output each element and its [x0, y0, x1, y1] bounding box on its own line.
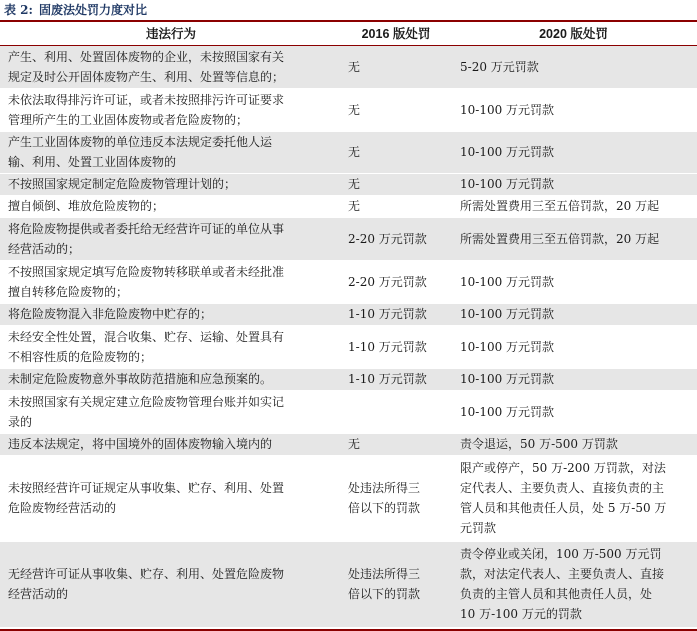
penalty-2016-cell: 无	[342, 131, 450, 173]
behavior-cell: 擅自倾倒、堆放危险废物的；	[0, 195, 342, 217]
comparison-table	[0, 22, 697, 628]
table-row	[0, 325, 697, 368]
header-row	[0, 22, 697, 45]
penalty-2020-cell: 所需处置费用三至五倍罚款，20 万起	[450, 195, 697, 217]
table-row	[0, 433, 697, 455]
behavior-cell: 未依法取得排污许可证，或者未按照排污许可证要求 管理所产生的工业固体废物或者危险废物的；	[0, 88, 342, 131]
header-2020: 2020 版处罚	[450, 22, 697, 45]
penalty-2020-cell: 所需处置费用三至五倍罚款，20 万起	[450, 217, 697, 260]
penalty-2020-cell: 责令退运，50 万-500 万罚款	[450, 433, 697, 455]
behavior-cell: 未经安全性处置，混合收集、贮存、运输、处置具有 不相容性质的危险废物的；	[0, 325, 342, 368]
table-caption	[4, 1, 147, 19]
behavior-cell: 不按照国家规定填写危险废物转移联单或者未经批准 擅自转移危险废物的；	[0, 260, 342, 303]
table-row	[0, 217, 697, 260]
table-row	[0, 131, 697, 173]
behavior-cell: 产生工业固体废物的单位违反本法规定委托他人运 输、利用、处置工业固体废物的	[0, 131, 342, 173]
penalty-2016-cell: 1-10 万元罚款	[342, 325, 450, 368]
behavior-cell: 未制定危险废物意外事故防范措施和应急预案的。	[0, 368, 342, 390]
table-row	[0, 260, 697, 303]
penalty-2016-cell: 2-20 万元罚款	[342, 217, 450, 260]
penalty-2016-cell: 无	[342, 433, 450, 455]
table-row	[0, 45, 697, 88]
penalty-2020-cell: 10-100 万元罚款	[450, 303, 697, 325]
header-2016: 2016 版处罚	[342, 22, 450, 45]
table-row	[0, 195, 697, 217]
table-row	[0, 303, 697, 325]
penalty-2016-cell: 1-10 万元罚款	[342, 368, 450, 390]
penalty-2016-cell: 无	[342, 88, 450, 131]
header-behavior: 违法行为	[0, 22, 342, 45]
behavior-cell: 将危险废物混入非危险废物中贮存的；	[0, 303, 342, 325]
penalty-2016-cell: 1-10 万元罚款	[342, 303, 450, 325]
table-row	[0, 390, 697, 433]
behavior-cell: 未按照经营许可证规定从事收集、贮存、利用、处置 危险废物经营活动的	[0, 455, 342, 541]
behavior-cell: 将危险废物提供或者委托给无经营许可证的单位从事 经营活动的；	[0, 217, 342, 260]
penalty-2020-cell: 10-100 万元罚款	[450, 88, 697, 131]
table-title: 固废法处罚力度对比	[38, 3, 147, 17]
table-row	[0, 368, 697, 390]
penalty-2020-cell: 10-100 万元罚款	[450, 131, 697, 173]
behavior-cell: 未按照国家有关规定建立危险废物管理台账并如实记 录的	[0, 390, 342, 433]
penalty-2016-cell: 处违法所得三 倍以下的罚款	[342, 455, 450, 541]
table-row	[0, 455, 697, 541]
table-row	[0, 541, 697, 627]
penalty-2016-cell: 无	[342, 195, 450, 217]
behavior-cell: 产生、利用、处置固体废物的企业，未按照国家有关 规定及时公开固体废物产生、利用、处置等信息的；	[0, 45, 342, 88]
penalty-2016-cell: 无	[342, 173, 450, 195]
table-row	[0, 88, 697, 131]
behavior-cell: 无经营许可证从事收集、贮存、利用、处置危险废物 经营活动的	[0, 541, 342, 627]
penalty-2020-cell: 10-100 万元罚款	[450, 260, 697, 303]
table-row	[0, 173, 697, 195]
penalty-2020-cell: 10-100 万元罚款	[450, 173, 697, 195]
penalty-2020-cell: 10-100 万元罚款	[450, 325, 697, 368]
penalty-2020-cell: 10-100 万元罚款	[450, 368, 697, 390]
penalty-2016-cell: 2-20 万元罚款	[342, 260, 450, 303]
behavior-cell: 不按照国家规定制定危险废物管理计划的；	[0, 173, 342, 195]
penalty-2016-cell: 处违法所得三 倍以下的罚款	[342, 541, 450, 627]
penalty-2020-cell: 限产或停产，50 万-200 万罚款，对法 定代表人、主要负责人、直接负责的主 管人员和其他责任人员，处 5 万-50 万 元罚款	[450, 455, 697, 541]
penalty-2016-cell	[342, 390, 450, 433]
penalty-2020-cell: 10-100 万元罚款	[450, 390, 697, 433]
table-number: 表 2:	[4, 3, 33, 17]
penalty-2020-cell: 责令停业或关闭，100 万-500 万元罚 款，对法定代表人、主要负责人、直接 负责的主管人员和其他责任人员，处 10 万-100 万元的罚款	[450, 541, 697, 627]
penalty-2020-cell: 5-20 万元罚款	[450, 45, 697, 88]
penalty-2016-cell: 无	[342, 45, 450, 88]
behavior-cell: 违反本法规定，将中国境外的固体废物输入境内的	[0, 433, 342, 455]
